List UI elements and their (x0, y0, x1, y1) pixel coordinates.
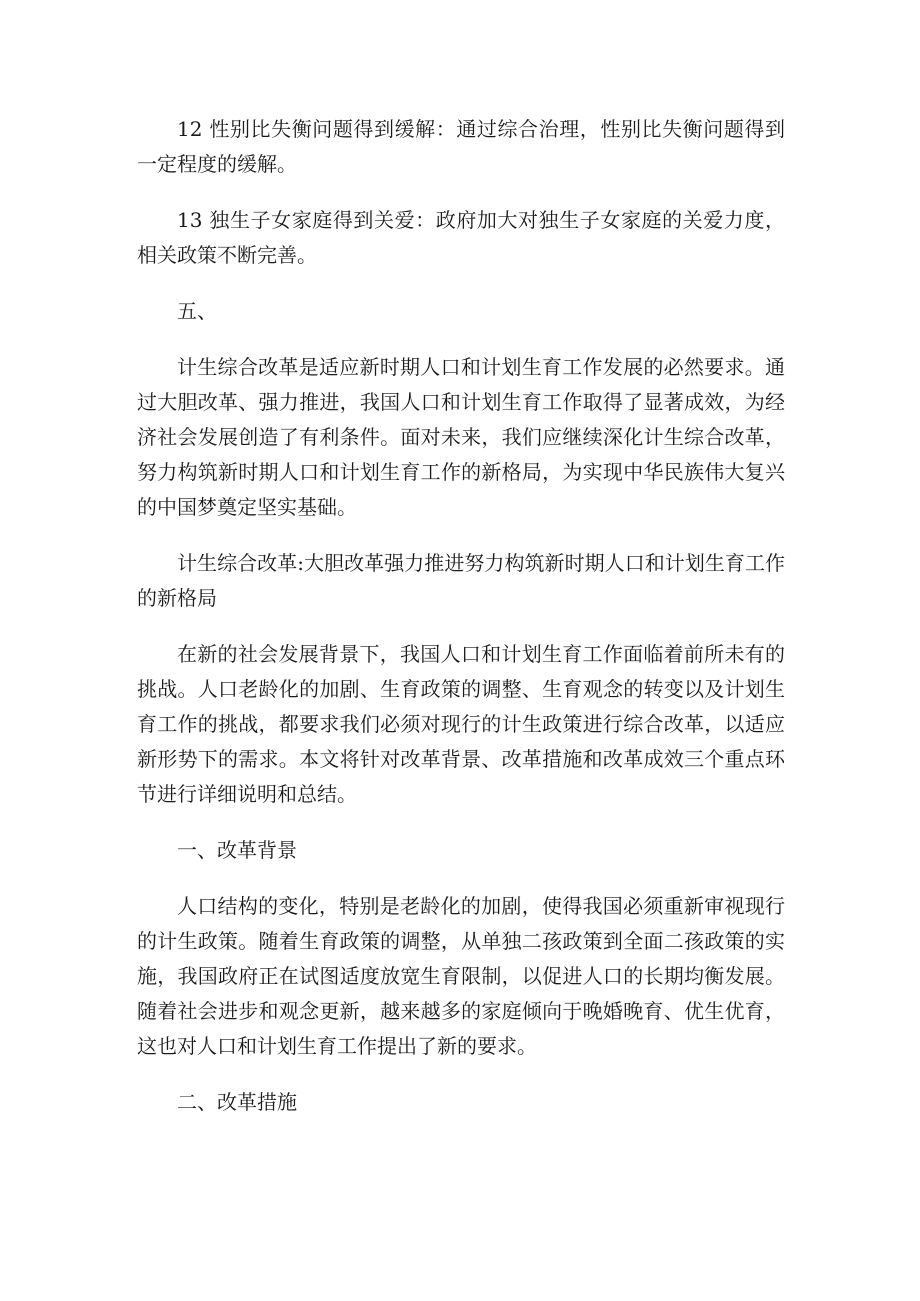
article-title: 计生综合改革:大胆改革强力推进努力构筑新时期人口和计划生育工作的新格局 (137, 551, 785, 610)
paragraph-sex-ratio: 12 性别比失衡问题得到缓解：通过综合治理，性别比失衡问题得到一定程度的缓解。 (137, 117, 785, 176)
paragraph-only-child: 13 独生子女家庭得到关爱：政府加大对独生子女家庭的关爱力度，相关政策不断完善。 (137, 208, 785, 267)
section-heading-measures: 二、改革措施 (177, 1090, 297, 1114)
paragraph-intro: 在新的社会发展背景下，我国人口和计划生育工作面临着前所未有的挑战。人口老龄化的加剧、生育政策的调整、生育观念的转变以及计划生育工作的挑战，都要求我们必须对现行的计生政策进行综合改革，以适应新形势下的需求。本文将针对改革背景、改革措施和改革成效三个重点环节进行详细说明和总结。 (137, 642, 785, 806)
document-body (137, 112, 785, 1141)
section-heading-five: 五、 (177, 299, 217, 323)
paragraph-background: 人口结构的变化，特别是老龄化的加剧，使得我国必须重新审视现行的计生政策。随着生育政策的调整，从单独二孩政策到全面二孩政策的实施，我国政府正在试图适度放宽生育限制，以促进人口的长期均衡发展。随着社会进步和观念更新，越来越多的家庭倾向于晚婚晚育、优生优育，这也对人口和计划生育工作提出了新的要求。 (137, 894, 785, 1058)
section-heading-background: 一、改革背景 (177, 838, 297, 862)
paragraph-conclusion: 计生综合改革是适应新时期人口和计划生育工作发展的必然要求。通过大胆改革、强力推进，我国人口和计划生育工作取得了显著成效，为经济社会发展创造了有利条件。面对未来，我们应继续深化计生综合改革，努力构筑新时期人口和计划生育工作的新格局，为实现中华民族伟大复兴的中国梦奠定坚实基础。 (137, 355, 785, 519)
